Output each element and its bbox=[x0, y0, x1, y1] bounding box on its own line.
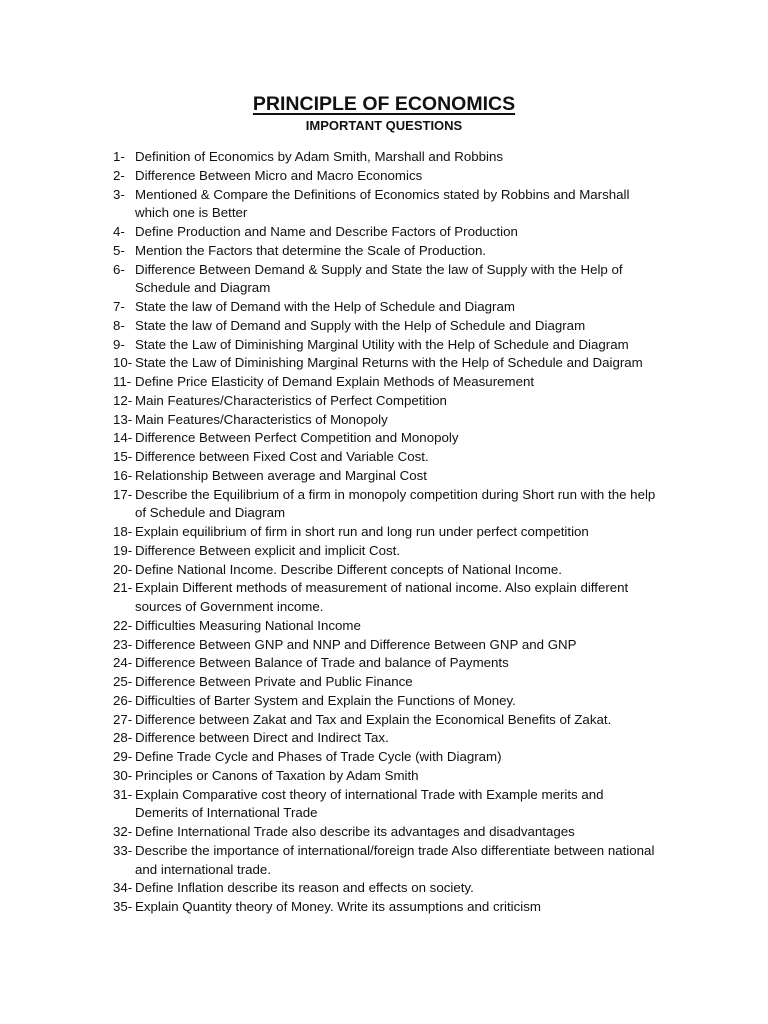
question-number: 14- bbox=[113, 430, 133, 446]
question-item bbox=[113, 523, 713, 542]
question-number: 8- bbox=[113, 317, 125, 333]
question-item bbox=[113, 467, 713, 486]
question-text: Define Price Elasticity of Demand Explain Methods of Measurement bbox=[135, 374, 535, 389]
question-text: Main Features/Characteristics of Monopoly bbox=[135, 411, 388, 427]
question-text: Describe the importance of international/foreign trade Also differentiate between national and international trade. bbox=[135, 842, 655, 877]
question-text: Difference between Direct and Indirect Tax. bbox=[135, 730, 389, 746]
question-item bbox=[113, 336, 713, 355]
question-text: State the law of Demand and Supply with the Help of Schedule and Diagram bbox=[135, 317, 586, 333]
question-number: 23- bbox=[113, 636, 133, 652]
question-item bbox=[113, 167, 713, 186]
question-item bbox=[113, 673, 713, 692]
document-subtitle: IMPORTANT QUESTIONS bbox=[305, 118, 463, 133]
question-text: Mention the Factors that determine the Scale of Production. bbox=[135, 242, 487, 258]
question-number: 15- bbox=[113, 449, 133, 464]
question-number: 7- bbox=[113, 299, 125, 314]
question-text: Relationship Between average and Marginal Cost bbox=[135, 467, 427, 483]
question-item bbox=[113, 148, 713, 167]
question-item bbox=[113, 842, 713, 880]
question-number: 6- bbox=[113, 261, 125, 277]
question-text: Difficulties Measuring National Income bbox=[135, 617, 361, 633]
question-number: 20- bbox=[113, 561, 133, 577]
question-number: 29- bbox=[113, 749, 133, 764]
question-number: 11- bbox=[113, 374, 132, 389]
question-item bbox=[113, 654, 713, 673]
question-number: 19- bbox=[113, 542, 133, 558]
question-number: 22- bbox=[113, 617, 133, 633]
question-number: 21- bbox=[113, 580, 133, 596]
document-title bbox=[0, 92, 768, 116]
question-text: Difference Between GNP and NNP and Difference Between GNP and GNP bbox=[135, 636, 577, 652]
question-text: Difference between Zakat and Tax and Explain the Economical Benefits of Zakat. bbox=[135, 711, 612, 727]
question-item bbox=[113, 898, 713, 917]
question-text: Difference between Fixed Cost and Variable Cost. bbox=[135, 449, 429, 464]
question-text: Difficulties of Barter System and Explain the Functions of Money. bbox=[135, 692, 516, 708]
question-number: 17- bbox=[113, 486, 133, 502]
question-item bbox=[113, 579, 713, 617]
question-item bbox=[113, 823, 713, 842]
question-number: 33- bbox=[113, 842, 133, 858]
question-text: State the law of Demand with the Help of Schedule and Diagram bbox=[135, 299, 515, 314]
question-text: Define Trade Cycle and Phases of Trade Cycle (with Diagram) bbox=[135, 749, 502, 764]
question-number: 24- bbox=[113, 655, 133, 671]
question-text: Describe the Equilibrium of a firm in monopoly competition during Short run with the help of Schedule and Diagram bbox=[135, 486, 656, 521]
question-text: Difference Between Perfect Competition and Monopoly bbox=[135, 430, 459, 446]
question-text: Explain Different methods of measurement of national income. Also explain different sources of Government income. bbox=[135, 580, 629, 614]
question-text: Explain Comparative cost theory of international Trade with Example merits and Demerits of International Trade bbox=[135, 786, 604, 821]
question-item bbox=[113, 429, 713, 448]
question-item bbox=[113, 261, 713, 299]
question-item bbox=[113, 879, 713, 898]
question-item bbox=[113, 636, 713, 655]
question-number: 28- bbox=[113, 730, 133, 746]
question-text: Difference Between Micro and Macro Economics bbox=[135, 167, 423, 183]
question-item bbox=[113, 486, 713, 524]
question-item bbox=[113, 298, 713, 317]
question-text: Define Production and Name and Describe Factors of Production bbox=[135, 224, 518, 239]
question-item bbox=[113, 448, 713, 467]
question-text: Define Inflation describe its reason and effects on society. bbox=[135, 880, 474, 896]
question-text: Explain equilibrium of firm in short run and long run under perfect competition bbox=[135, 524, 589, 539]
question-number: 10- bbox=[113, 355, 133, 371]
question-number: 32- bbox=[113, 824, 133, 839]
question-number: 34- bbox=[113, 880, 133, 896]
question-number: 16- bbox=[113, 467, 133, 483]
question-item bbox=[113, 242, 713, 261]
question-number: 9- bbox=[113, 336, 125, 352]
question-number: 4- bbox=[113, 224, 125, 239]
question-number: 5- bbox=[113, 242, 125, 258]
question-text: State the Law of Diminishing Marginal Returns with the Help of Schedule and Daigram bbox=[135, 355, 643, 371]
question-number: 12- bbox=[113, 392, 133, 408]
question-text: State the Law of Diminishing Marginal Utility with the Help of Schedule and Diagram bbox=[135, 336, 629, 352]
question-text: Definition of Economics by Adam Smith, Marshall and Robbins bbox=[135, 149, 504, 164]
question-text: Difference Between Demand & Supply and State the law of Supply with the Help of Schedule and Diagram bbox=[135, 261, 623, 296]
question-item bbox=[113, 711, 713, 730]
question-list bbox=[113, 148, 713, 917]
question-item bbox=[113, 767, 713, 786]
document-title-text: PRINCIPLE OF ECONOMICS bbox=[252, 93, 516, 115]
question-number: 30- bbox=[113, 767, 133, 783]
question-item bbox=[113, 317, 713, 336]
question-item bbox=[113, 729, 713, 748]
question-text: Explain Quantity theory of Money. Write its assumptions and criticism bbox=[135, 899, 541, 914]
question-text: Mentioned & Compare the Definitions of Economics stated by Robbins and Marshall which one is Better bbox=[135, 186, 630, 221]
question-number: 18- bbox=[113, 524, 133, 539]
question-text: Difference Between Balance of Trade and balance of Payments bbox=[135, 655, 509, 671]
question-text: Difference Between Private and Public Finance bbox=[135, 674, 413, 689]
question-number: 31- bbox=[113, 786, 133, 802]
question-number: 35- bbox=[113, 899, 133, 914]
question-text: Difference Between explicit and implicit Cost. bbox=[135, 542, 401, 558]
question-number: 1- bbox=[113, 149, 125, 164]
question-item bbox=[113, 786, 713, 824]
question-item bbox=[113, 373, 713, 392]
question-item bbox=[113, 617, 713, 636]
question-number: 13- bbox=[113, 411, 133, 427]
question-item bbox=[113, 561, 713, 580]
question-number: 27- bbox=[113, 711, 133, 727]
question-item bbox=[113, 392, 713, 411]
question-text: Define International Trade also describe its advantages and disadvantages bbox=[135, 824, 575, 839]
question-item bbox=[113, 692, 713, 711]
question-number: 26- bbox=[113, 692, 133, 708]
question-item bbox=[113, 542, 713, 561]
question-item bbox=[113, 186, 713, 224]
question-item bbox=[113, 748, 713, 767]
question-text: Principles or Canons of Taxation by Adam Smith bbox=[135, 767, 419, 783]
question-item bbox=[113, 354, 713, 373]
question-text: Define National Income. Describe Different concepts of National Income. bbox=[135, 561, 562, 577]
question-text: Main Features/Characteristics of Perfect Competition bbox=[135, 392, 447, 408]
question-number: 25- bbox=[113, 674, 133, 689]
question-number: 2- bbox=[113, 167, 125, 183]
question-number: 3- bbox=[113, 186, 125, 202]
question-item bbox=[113, 411, 713, 430]
question-item bbox=[113, 223, 713, 242]
